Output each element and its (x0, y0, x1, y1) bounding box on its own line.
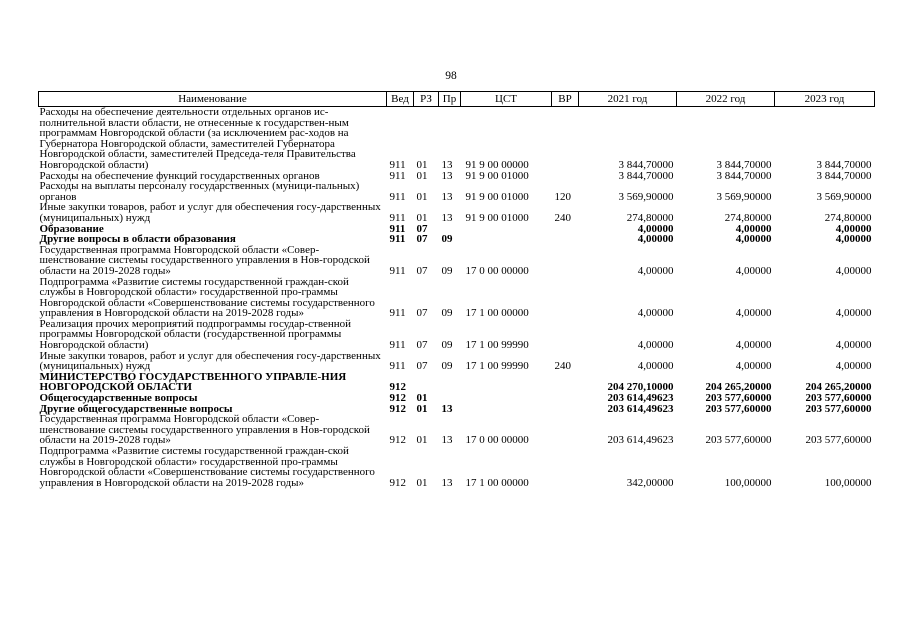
cell-y2022: 3 569,90000 (716, 190, 772, 203)
cell-name: Государственная программа Новгородской области «Совер-шенствование системы государственного управления в Нов-городской области на 2019-2028 годы» (39, 413, 370, 447)
cell-y2022: 3 844,70000 (716, 158, 772, 171)
cell-cst: 17 1 00 00000 (465, 307, 529, 320)
cell-vr (552, 446, 579, 488)
cell-rz: 01 (416, 169, 428, 182)
cell-rz: 07 (416, 307, 428, 320)
table-row (39, 277, 875, 319)
cell-vr (552, 414, 579, 446)
cell-pr: 13 (441, 402, 453, 415)
cell-ved: 911 (389, 307, 406, 320)
table-header (39, 92, 875, 107)
table-row (39, 446, 875, 488)
cell-cst: 91 9 00 01000 (465, 190, 529, 203)
cell-name: Иные закупки товаров, работ и услуг для обеспечения госу-дарственных (муниципальных) нужд (39, 201, 381, 224)
cell-cst: 17 1 00 99990 (465, 339, 529, 352)
cell-ved: 912 (389, 402, 406, 415)
budget-table (38, 91, 875, 488)
cell-ved: 911 (389, 158, 406, 171)
cell-y2023: 4,00000 (835, 307, 872, 320)
cell-y2022: 203 577,60000 (705, 434, 772, 447)
cell-y2023: 203 577,60000 (805, 392, 872, 405)
cell-y2022: 4,00000 (735, 307, 772, 320)
cell-y2022: 203 577,60000 (705, 392, 772, 405)
cell-y2022: 4,00000 (735, 339, 772, 352)
cell-ved: 912 (389, 476, 406, 489)
cell-name: Расходы на выплаты персоналу государственных (муници-пальных) органов (39, 180, 360, 203)
cell-pr: 09 (441, 339, 453, 352)
table-row (39, 319, 875, 351)
cell-y2022: 100,00000 (724, 476, 772, 489)
cell-pr: 09 (441, 360, 453, 373)
cell-y2023: 4,00000 (835, 264, 872, 277)
cell-y2022: 203 577,60000 (705, 402, 772, 415)
cell-y2021: 3 844,70000 (618, 158, 674, 171)
cell-vr (552, 404, 579, 415)
cell-y2021: 274,80000 (626, 211, 674, 224)
cell-y2022: 4,00000 (735, 233, 772, 246)
table-body (39, 107, 875, 489)
cell-pr: 13 (441, 211, 453, 224)
header-vr: ВР (552, 92, 579, 107)
cell-pr: 13 (441, 169, 453, 182)
cell-y2021: 4,00000 (637, 339, 674, 352)
header-2023: 2023 год (775, 92, 875, 107)
cell-y2023: 4,00000 (835, 339, 872, 352)
page-number: 98 (445, 70, 457, 82)
cell-vr (552, 234, 579, 245)
cell-cst: 91 9 00 00000 (465, 158, 529, 171)
cell-vr: 120 (554, 190, 571, 203)
cell-y2021: 342,00000 (626, 476, 674, 489)
header-2022: 2022 год (677, 92, 775, 107)
cell-name: Реализация прочих мероприятий подпрограммы государ-ственной программы Новгородской области (государственной программы Новгородской области) (39, 317, 352, 352)
cell-cst: 91 9 00 01000 (465, 211, 529, 224)
cell-vr (552, 245, 579, 277)
cell-vr (552, 224, 579, 235)
cell-ved: 911 (389, 339, 406, 352)
cell-cst (461, 404, 552, 415)
cell-pr: 09 (441, 233, 453, 246)
cell-name: Другие общегосударственные вопросы (39, 402, 233, 415)
cell-rz: 01 (416, 190, 428, 203)
cell-y2021: 203 614,49623 (607, 402, 674, 415)
cell-y2021: 203 614,49623 (607, 434, 674, 447)
cell-y2021: 4,00000 (637, 264, 674, 277)
cell-y2022: 4,00000 (735, 264, 772, 277)
cell-cst: 17 1 00 00000 (465, 476, 529, 489)
cell-vr (552, 107, 579, 171)
cell-cst: 91 9 00 01000 (465, 169, 529, 182)
cell-y2023: 4,00000 (835, 360, 872, 373)
cell-ved: 911 (389, 222, 406, 235)
cell-ved: 912 (389, 434, 406, 447)
cell-name: Расходы на обеспечение функций государственных органов (39, 169, 320, 182)
cell-y2023: 203 577,60000 (805, 434, 872, 447)
cell-y2023: 3 569,90000 (816, 190, 872, 203)
cell-rz (414, 372, 439, 393)
cell-vr (552, 393, 579, 404)
cell-vr (552, 171, 579, 182)
cell-y2021: 3 844,70000 (618, 169, 674, 182)
cell-y2021: 4,00000 (637, 307, 674, 320)
table-row (39, 372, 875, 393)
cell-vr (552, 372, 579, 393)
table-row (39, 414, 875, 446)
table-row (39, 245, 875, 277)
header-rz: РЗ (414, 92, 439, 107)
cell-cst (461, 224, 552, 235)
cell-rz: 01 (416, 434, 428, 447)
cell-rz: 01 (416, 392, 428, 405)
cell-vr (552, 277, 579, 319)
header-ved: Вед (387, 92, 414, 107)
cell-y2022: 204 265,20000 (705, 381, 772, 394)
cell-y2022: 4,00000 (735, 222, 772, 235)
cell-name: Образование (39, 222, 104, 235)
header-pr: Пр (439, 92, 461, 107)
header-2021: 2021 год (579, 92, 677, 107)
cell-ved: 911 (389, 190, 406, 203)
cell-rz: 01 (416, 158, 428, 171)
cell-y2023: 3 844,70000 (816, 158, 872, 171)
cell-y2021: 4,00000 (637, 233, 674, 246)
cell-y2023: 100,00000 (824, 476, 872, 489)
cell-name: Расходы на обеспечение деятельности отдельных органов ис-полнительной власти области, не отнесенные к государствен-ным программам Новгородской области (за исключением рас-ходов на Губернатора Новгородской области, заместителей Губернатора Новгородской области, заместителей Председа-теля Правительства Новгородской области) (39, 106, 356, 171)
cell-y2023: 4,00000 (835, 233, 872, 246)
table-row (39, 202, 875, 223)
cell-pr: 13 (441, 158, 453, 171)
cell-y2021: 3 569,90000 (618, 190, 674, 203)
cell-y2023: 3 844,70000 (816, 169, 872, 182)
cell-ved: 912 (389, 381, 406, 394)
cell-rz: 07 (416, 360, 428, 373)
cell-pr: 13 (441, 434, 453, 447)
cell-cst (461, 393, 552, 404)
cell-ved: 911 (389, 211, 406, 224)
cell-name: Подпрограмма «Развитие системы государственной граждан-ской службы в Новгородской области» государственной про-граммы Новгородской области «Совершенствование системы государственного управления в Новгородской области на 2019-2028 годы» (39, 275, 375, 320)
cell-y2021: 204 270,10000 (607, 381, 674, 394)
cell-rz: 01 (416, 476, 428, 489)
cell-rz: 07 (416, 339, 428, 352)
cell-name: Подпрограмма «Развитие системы государственной граждан-ской службы в Новгородской области» государственной про-граммы Новгородской области «Совершенствование системы государственного управления в Новгородской области на 2019-2028 годы» (39, 445, 375, 489)
table-row (39, 351, 875, 372)
cell-y2022: 274,80000 (724, 211, 772, 224)
cell-vr: 240 (554, 360, 571, 373)
cell-name: Общегосударственные вопросы (39, 392, 198, 405)
cell-name: Государственная программа Новгородской области «Совер-шенствование системы государственного управления в Нов-городской области на 2019-2028 годы» (39, 243, 370, 277)
cell-y2022: 4,00000 (735, 360, 772, 373)
cell-rz: 01 (416, 402, 428, 415)
cell-pr (439, 372, 461, 393)
cell-rz: 01 (416, 211, 428, 224)
cell-cst: 17 1 00 99990 (465, 360, 529, 373)
cell-ved: 911 (389, 169, 406, 182)
header-cst: ЦСТ (461, 92, 552, 107)
cell-pr: 09 (441, 307, 453, 320)
cell-pr: 09 (441, 264, 453, 277)
cell-rz: 07 (416, 233, 428, 246)
cell-cst: 17 0 00 00000 (465, 434, 529, 447)
cell-pr: 13 (441, 190, 453, 203)
cell-y2022: 3 844,70000 (716, 169, 772, 182)
header-name: Наименование (39, 92, 387, 107)
cell-y2021: 203 614,49623 (607, 392, 674, 405)
cell-ved: 912 (389, 392, 406, 405)
cell-rz: 07 (416, 264, 428, 277)
cell-vr: 240 (554, 211, 571, 224)
cell-cst (461, 234, 552, 245)
cell-rz: 07 (416, 222, 428, 235)
cell-ved: 911 (389, 360, 406, 373)
cell-y2021: 4,00000 (637, 360, 674, 373)
cell-name: МИНИСТЕРСТВО ГОСУДАРСТВЕННОГО УПРАВЛЕ-НИЯ НОВГОРОДСКОЙ ОБЛАСТИ (39, 370, 347, 394)
cell-y2023: 203 577,60000 (805, 402, 872, 415)
cell-y2021: 4,00000 (637, 222, 674, 235)
cell-cst: 17 0 00 00000 (465, 264, 529, 277)
table-row (39, 181, 875, 202)
cell-cst (461, 372, 552, 393)
cell-y2023: 204 265,20000 (805, 381, 872, 394)
cell-pr: 13 (441, 476, 453, 489)
cell-y2023: 274,80000 (824, 211, 872, 224)
cell-name: Другие вопросы в области образования (39, 233, 236, 246)
cell-ved: 911 (389, 264, 406, 277)
cell-y2023: 4,00000 (835, 222, 872, 235)
cell-vr (552, 319, 579, 351)
cell-name: Иные закупки товаров, работ и услуг для обеспечения госу-дарственных (муниципальных) нужд (39, 349, 381, 373)
cell-ved: 911 (389, 233, 406, 246)
table-row (39, 107, 875, 171)
